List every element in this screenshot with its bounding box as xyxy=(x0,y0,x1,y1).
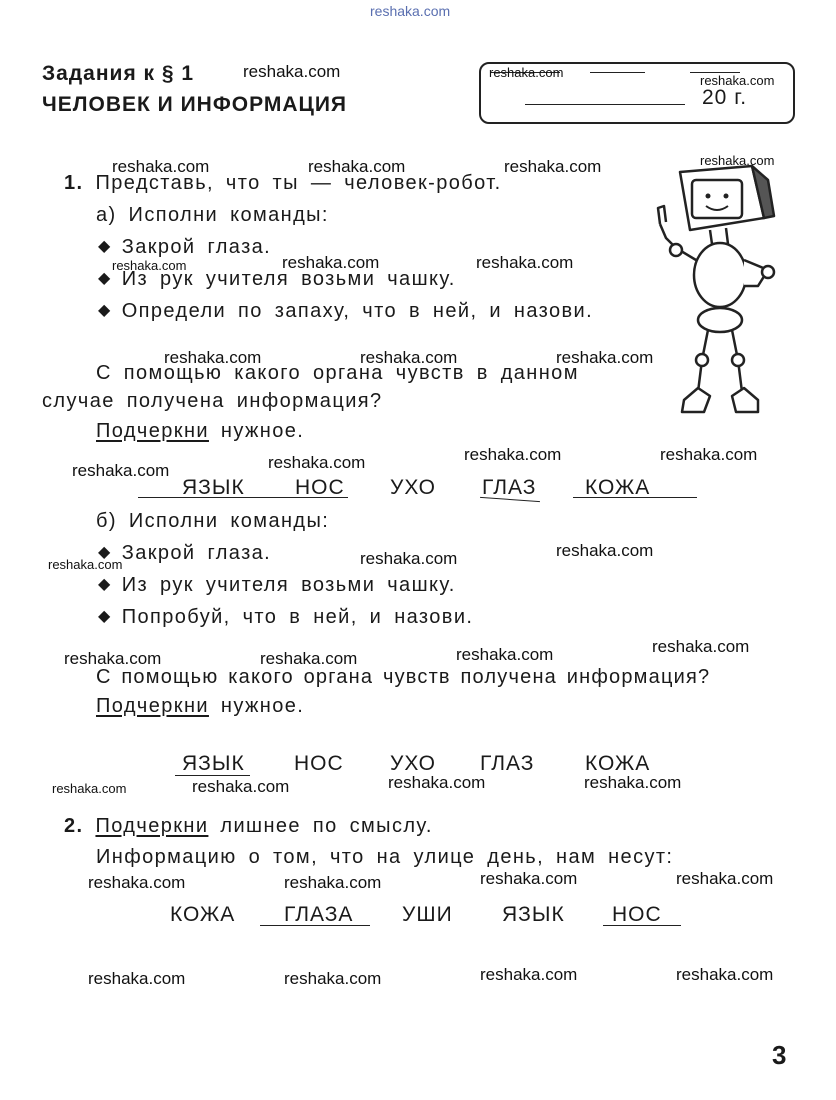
option-nos[interactable]: НОС xyxy=(612,903,662,926)
watermark: reshaka.com xyxy=(700,153,775,168)
watermark: reshaka.com xyxy=(88,873,186,892)
task1b-instruction: Подчеркни нужное. xyxy=(96,695,305,717)
task1a-command-2: ◆ Из рук учителя возьми чашку. xyxy=(98,268,456,290)
option-glaz[interactable]: ГЛАЗ xyxy=(482,476,537,499)
watermark: reshaka.com xyxy=(164,348,262,367)
watermark: reshaka.com xyxy=(480,965,578,984)
answer-underline xyxy=(175,775,250,776)
answer-underline xyxy=(138,497,348,498)
option-kozha[interactable]: КОЖА xyxy=(170,903,236,926)
watermark: reshaka.com xyxy=(192,777,290,796)
option-kozha[interactable]: КОЖА xyxy=(585,476,651,499)
watermark: reshaka.com xyxy=(660,445,758,464)
watermark: reshaka.com xyxy=(456,645,554,664)
task1b-command-1: ◆ Закрой глаза. xyxy=(98,542,272,564)
watermark: reshaka.com xyxy=(480,869,578,888)
task2-number: 2. xyxy=(64,815,84,837)
task2-question: Информацию о том, что на улице день, нам несут: xyxy=(96,846,674,868)
option-yazyk[interactable]: ЯЗЫК xyxy=(182,476,245,499)
watermark: reshaka.com xyxy=(489,65,564,80)
watermark: reshaka.com xyxy=(360,348,458,367)
page-title-line1: Задания к § 1 xyxy=(42,62,195,85)
bullet-diamond-icon: ◆ xyxy=(98,608,112,625)
bullet-diamond-icon: ◆ xyxy=(98,238,112,255)
watermark: reshaka.com xyxy=(476,253,574,272)
watermark: reshaka.com xyxy=(700,73,775,88)
task1a-instruction: Подчеркни нужное. xyxy=(96,420,305,442)
option-glaza[interactable]: ГЛАЗА xyxy=(284,903,354,926)
site-label-top[interactable]: reshaka.com xyxy=(370,3,451,19)
task1b-label: б) Исполни команды: xyxy=(96,510,330,532)
watermark: reshaka.com xyxy=(52,781,127,796)
watermark: reshaka.com xyxy=(88,969,186,988)
task1a-question-line1: С помощью какого органа чувств в данном xyxy=(96,362,579,384)
watermark: reshaka.com xyxy=(112,157,210,176)
watermark: reshaka.com xyxy=(268,453,366,472)
watermark: reshaka.com xyxy=(676,965,774,984)
bullet-diamond-icon: ◆ xyxy=(98,544,112,561)
date-line xyxy=(590,72,645,73)
option-nos[interactable]: НОС xyxy=(294,752,344,775)
task1a-label: а) Исполни команды: xyxy=(96,204,329,226)
task2 xyxy=(64,815,433,838)
watermark: reshaka.com xyxy=(676,869,774,888)
task1-prompt: Представь, что ты — человек-робот. xyxy=(95,172,502,194)
watermark: reshaka.com xyxy=(112,258,187,273)
watermark: reshaka.com xyxy=(556,348,654,367)
date-line xyxy=(525,104,685,105)
task1b-question: С помощью какого органа чувств получена информация? xyxy=(96,666,711,688)
option-kozha[interactable]: КОЖА xyxy=(585,752,651,775)
watermark: reshaka.com xyxy=(64,649,162,668)
task2-prompt: лишнее по смыслу. xyxy=(208,815,433,837)
page-title-line2: ЧЕЛОВЕК И ИНФОРМАЦИЯ xyxy=(42,93,348,116)
watermark: reshaka.com xyxy=(284,873,382,892)
watermark: reshaka.com xyxy=(464,445,562,464)
option-ukho[interactable]: УХО xyxy=(390,476,436,499)
answer-underline xyxy=(573,497,697,498)
page-number: 3 xyxy=(772,1040,787,1070)
option-nos[interactable]: НОС xyxy=(295,476,345,499)
date-suffix: 20 г. xyxy=(702,86,748,109)
option-yazyk[interactable]: ЯЗЫК xyxy=(182,752,245,775)
watermark: reshaka.com xyxy=(556,541,654,560)
task1a-command-3: ◆ Определи по запаху, что в ней, и назови. xyxy=(98,300,594,322)
bullet-diamond-icon: ◆ xyxy=(98,576,112,593)
option-yazyk[interactable]: ЯЗЫК xyxy=(502,903,565,926)
task1b-command-3: ◆ Попробуй, что в ней, и назови. xyxy=(98,606,474,628)
watermark: reshaka.com xyxy=(243,62,341,81)
option-ushi[interactable]: УШИ xyxy=(402,903,453,926)
watermark: reshaka.com xyxy=(308,157,406,176)
task2-underline-word: Подчеркни xyxy=(95,815,209,837)
watermark: reshaka.com xyxy=(282,253,380,272)
watermark: reshaka.com xyxy=(388,773,486,792)
answer-underline xyxy=(603,925,681,926)
watermark: reshaka.com xyxy=(72,461,170,480)
bullet-diamond-icon: ◆ xyxy=(98,270,112,287)
task1-number: 1. xyxy=(64,172,84,194)
watermark: reshaka.com xyxy=(584,773,682,792)
watermark: reshaka.com xyxy=(284,969,382,988)
watermark: reshaka.com xyxy=(504,157,602,176)
option-ukho[interactable]: УХО xyxy=(390,752,436,775)
task1b-command-2: ◆ Из рук учителя возьми чашку. xyxy=(98,574,456,596)
task1a-command-1: ◆ Закрой глаза. xyxy=(98,236,272,258)
bullet-diamond-icon: ◆ xyxy=(98,302,112,319)
watermark: reshaka.com xyxy=(48,557,123,572)
watermark: reshaka.com xyxy=(260,649,358,668)
watermark: reshaka.com xyxy=(360,549,458,568)
option-glaz[interactable]: ГЛАЗ xyxy=(480,752,535,775)
task1a-question-line2: случае получена информация? xyxy=(42,390,383,412)
robot-illustration xyxy=(640,160,790,422)
answer-underline xyxy=(260,925,370,926)
watermark: reshaka.com xyxy=(652,637,750,656)
